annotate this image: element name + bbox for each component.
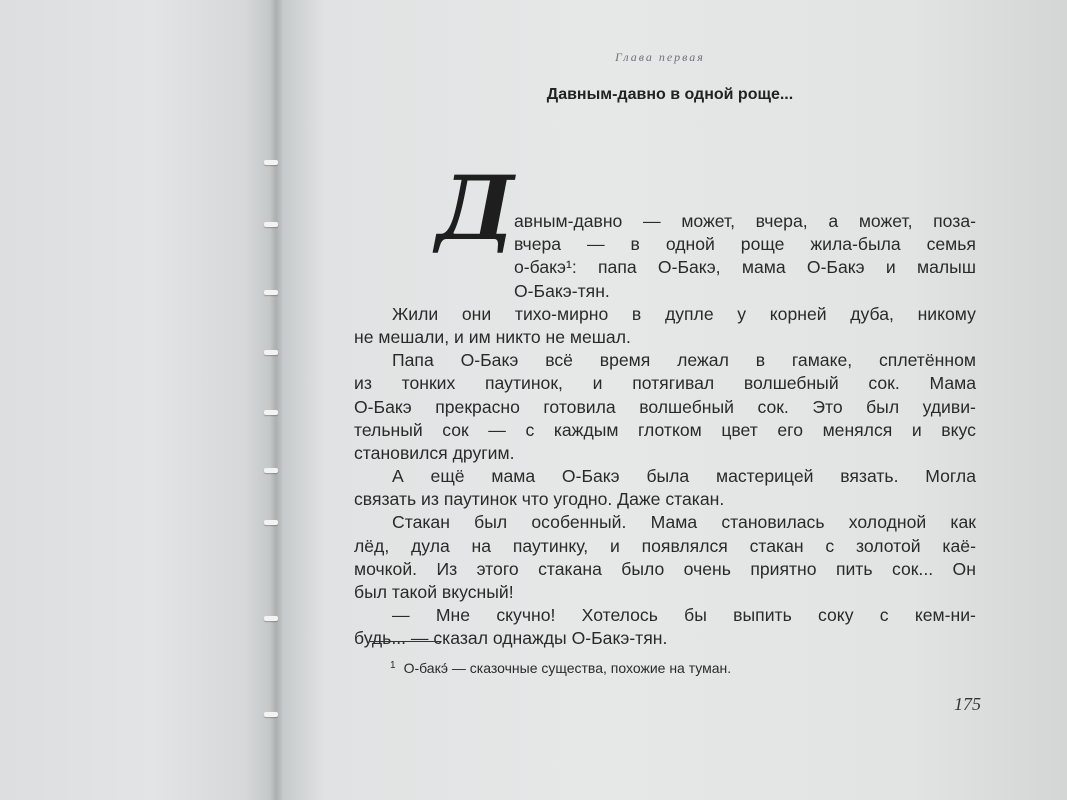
word: выпить [733, 605, 792, 626]
word: тельный [354, 419, 423, 440]
word: Это [812, 396, 843, 417]
word: был [474, 512, 508, 533]
word: бы [684, 605, 707, 626]
word: одной [665, 234, 715, 255]
text-line-content: становился другим. [354, 442, 515, 463]
word: с [525, 419, 535, 440]
word: сок. [757, 396, 789, 417]
word: приятно [750, 558, 817, 579]
word: сок. [868, 373, 900, 394]
word: на [471, 535, 492, 556]
word: может, [681, 211, 735, 231]
word: может, [858, 211, 913, 231]
text-line [354, 581, 976, 604]
word: очень [683, 558, 731, 579]
word: вкус [941, 419, 976, 440]
book-gutter [270, 0, 282, 800]
text-line [354, 488, 976, 511]
word: роще [740, 234, 785, 255]
word: и [911, 419, 922, 440]
word: лежал [677, 350, 729, 371]
word: гамаке, [791, 350, 853, 371]
binding-stitch [264, 160, 278, 165]
word: корней [769, 303, 827, 324]
word: ещё [430, 466, 465, 487]
word: Папа [392, 350, 434, 371]
text-line-content: не мешали, и им никто не мешал. [354, 326, 631, 347]
word: стакан [749, 535, 804, 556]
word: Мне [435, 605, 471, 626]
word: мама [741, 257, 786, 278]
word: Мама [650, 512, 698, 533]
word: соку [818, 605, 854, 626]
word: никому [917, 303, 976, 324]
word: удиви- [922, 396, 976, 417]
word: как [950, 512, 976, 533]
word: пить [835, 558, 873, 579]
word: каё- [942, 535, 976, 556]
text-line [354, 372, 976, 395]
word: его [777, 419, 803, 440]
word: О-Бакэ [561, 466, 620, 487]
word: дула [411, 535, 450, 556]
word: мама [491, 466, 536, 487]
word: Хотелось [581, 605, 658, 626]
word: — [392, 605, 410, 626]
word: появлялся [641, 535, 728, 556]
word: дупле [664, 303, 714, 324]
word: кем-ни- [914, 605, 976, 626]
word: о-бакэ¹: [514, 257, 577, 278]
word: холодной [848, 512, 927, 533]
word: сок [442, 419, 469, 440]
word: Мама [929, 373, 976, 394]
word: глотком [638, 419, 702, 440]
word: паутинок, [485, 373, 563, 394]
text-line [354, 535, 976, 558]
binding-stitch [264, 410, 278, 415]
text-line-content: связать из паутинок что угодно. Даже стакан. [354, 489, 725, 510]
word: сплетённом [879, 350, 976, 371]
word: а [828, 211, 839, 231]
word: Стакан [392, 512, 450, 533]
text-line [354, 256, 976, 279]
word: жила-была [810, 234, 901, 255]
word: потягивал [632, 373, 715, 394]
text-line [354, 419, 976, 442]
word: паутинку, [512, 535, 589, 556]
word: каждым [553, 419, 619, 440]
text-line [354, 326, 976, 349]
word: мастерицей [716, 466, 814, 487]
footnote-rule [370, 641, 440, 642]
word: в [630, 234, 640, 255]
word: и [592, 373, 603, 394]
word: особенный. [531, 512, 627, 533]
text-line-content: был такой вкусный! [354, 582, 514, 602]
word: дуба, [850, 303, 894, 324]
word: всё [545, 350, 573, 371]
word: А [392, 466, 404, 487]
word: тонких [401, 373, 456, 394]
binding-stitch [264, 468, 278, 473]
binding-stitch [264, 712, 278, 717]
word: О-Бакэ, [657, 257, 721, 278]
word: О-Бакэ [460, 350, 519, 371]
footnote-mark: 1 [390, 660, 396, 671]
word: стакана [538, 558, 602, 579]
body-text [354, 210, 976, 651]
text-line [354, 442, 976, 465]
word: и [610, 535, 620, 556]
word: волшебный [743, 373, 839, 394]
binding-stitch [264, 520, 278, 525]
word: волшебный [639, 396, 734, 417]
word: О-Бакэ [354, 396, 412, 417]
footnote [390, 660, 731, 676]
drop-cap: Д [436, 156, 515, 260]
text-line [354, 396, 976, 419]
word: у [737, 303, 747, 324]
left-page [0, 0, 278, 800]
word: золотой [856, 535, 921, 556]
word: — [488, 419, 506, 440]
word: авным-давно [514, 211, 623, 231]
word: готовила [543, 396, 616, 417]
text-line [354, 303, 976, 326]
text-line [354, 280, 976, 303]
word: с [879, 605, 889, 626]
binding-stitch [264, 222, 278, 227]
binding-stitch [264, 290, 278, 295]
word: Жили [392, 303, 439, 324]
text-line [354, 233, 976, 256]
text-line-content: будь... — сказал однажды О-Бакэ-тян. [354, 628, 668, 649]
word: с [825, 535, 835, 556]
text-line [354, 349, 976, 372]
word: О-Бакэ [806, 257, 865, 278]
text-line-content: О-Бакэ-тян. [514, 280, 610, 301]
word: Он [952, 558, 976, 579]
word: мочкой. [354, 558, 418, 579]
chapter-title: Давным-давно в одной роще... [546, 86, 794, 103]
word: — [587, 234, 605, 255]
word: становилась [721, 512, 825, 533]
text-line [354, 465, 976, 488]
binding-stitch [264, 350, 278, 355]
word: вязать. [840, 466, 899, 487]
word: вчера, [755, 211, 808, 231]
chapter-label: Глава первая [615, 50, 705, 64]
word: малыш [917, 257, 976, 278]
binding-stitch [264, 616, 278, 621]
word: папа [598, 257, 637, 278]
word: из [354, 373, 372, 394]
word: тихо-мирно [514, 303, 609, 324]
text-line [354, 210, 976, 233]
word: сок... [891, 558, 934, 579]
footnote-text: О-бакэ́ — сказочные существа, похожие на туман. [403, 660, 732, 676]
text-line [354, 511, 976, 534]
text-line [354, 604, 976, 627]
word: лёд, [354, 535, 390, 556]
word: в [755, 350, 766, 371]
word: этого [476, 558, 519, 579]
word: время [599, 350, 651, 371]
word: они [461, 303, 492, 324]
word: Из [436, 558, 458, 579]
word: было [621, 558, 665, 579]
word: Могла [925, 466, 976, 487]
page-number: 175 [954, 694, 981, 714]
text-line [354, 627, 976, 650]
word: была [646, 466, 690, 487]
word: семья [926, 234, 976, 255]
word: в [631, 303, 642, 324]
word: и [885, 257, 896, 278]
word: — [643, 211, 661, 231]
word: цвет [721, 419, 758, 440]
word: вчера [514, 234, 562, 255]
word: поза- [933, 211, 976, 231]
word: менялся [822, 419, 893, 440]
word: скучно! [496, 605, 556, 626]
word: прекрасно [435, 396, 520, 417]
word: был [866, 396, 900, 417]
text-line [354, 558, 976, 581]
